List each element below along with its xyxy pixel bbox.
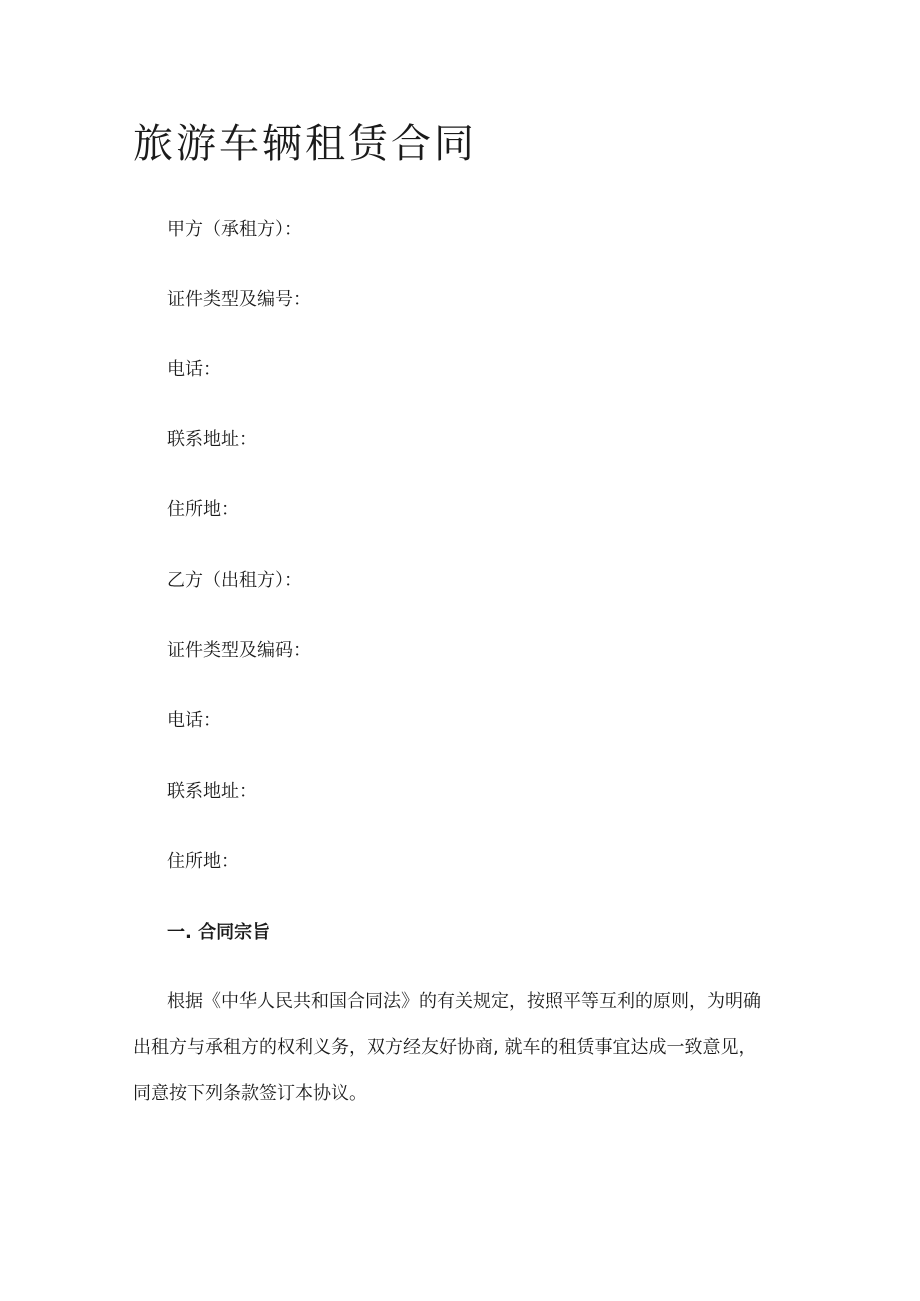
document-title: 旅游车辆租赁合同 [133,121,477,167]
party-a-phone-label: 电话： [167,359,221,380]
party-b-id-label: 证件类型及编码： [167,640,311,661]
party-a-label: 甲方（承租方）： [167,219,302,240]
section-1-heading: 一. 合同宗旨 [167,922,271,943]
paragraph-line: 同意按下列条款签订本协议。 [133,1083,367,1104]
paragraph-line: 出租方与承租方的权利义务，双方经友好协商, 就车的租赁事宜达成一致意见， [133,1037,757,1058]
party-a-address-label: 联系地址： [167,429,257,450]
party-a-residence-label: 住所地： [167,499,239,520]
party-b-label: 乙方（出租方）： [167,570,302,591]
party-b-address-label: 联系地址： [167,781,257,802]
party-b-residence-label: 住所地： [167,851,239,872]
party-b-phone-label: 电话： [167,710,221,731]
party-a-id-label: 证件类型及编号： [167,289,311,310]
paragraph-line: 根据《中华人民共和国合同法》的有关规定，按照平等互利的原则，为明确 [167,991,761,1012]
